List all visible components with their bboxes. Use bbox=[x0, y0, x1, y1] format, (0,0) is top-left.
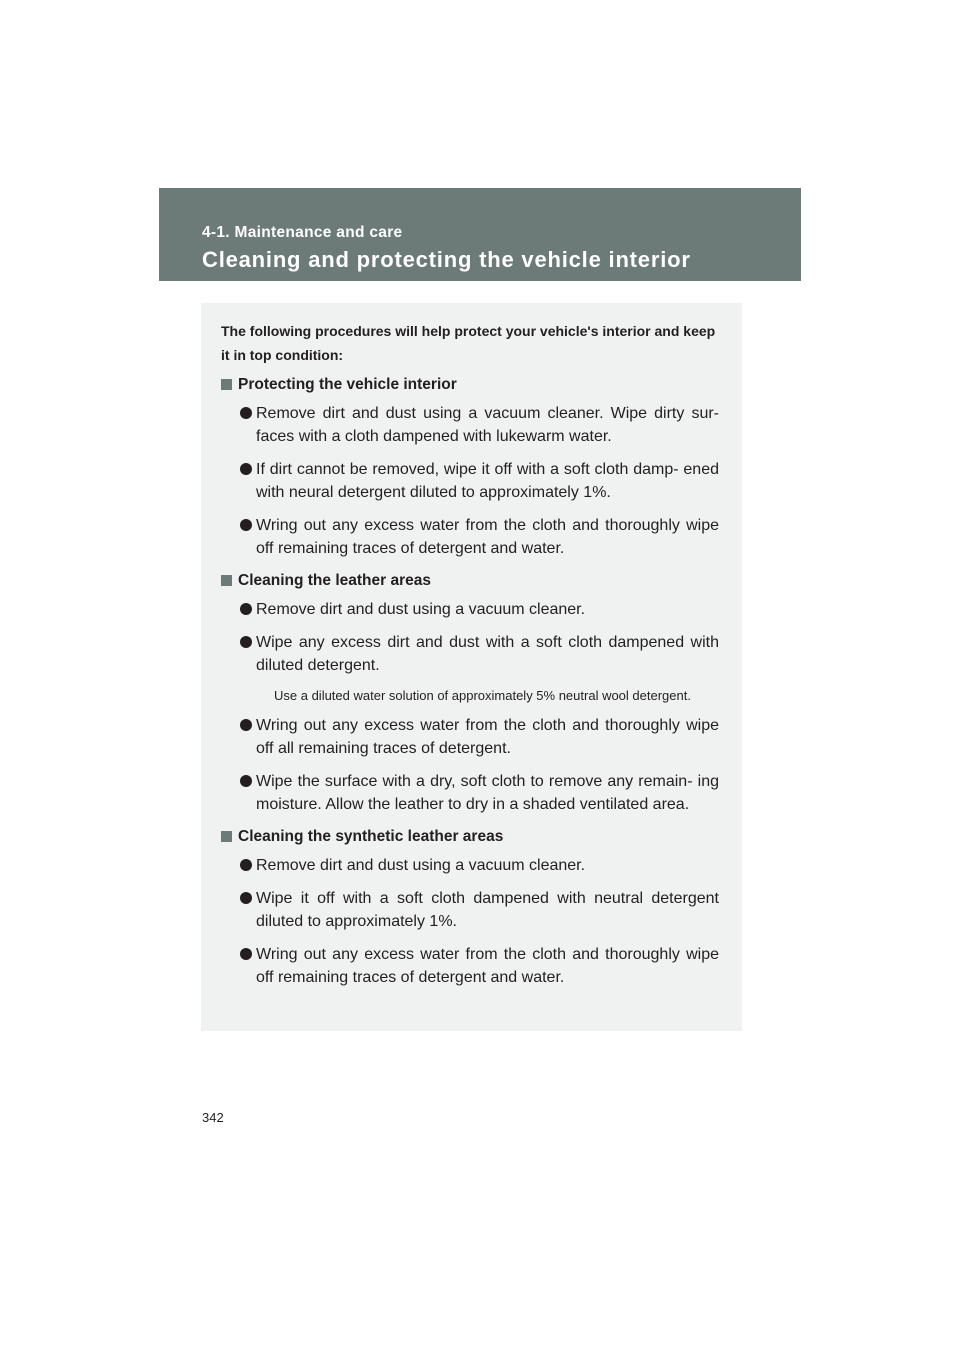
list-item bbox=[221, 458, 719, 504]
list-item-text: Remove dirt and dust using a vacuum cleaner. bbox=[256, 857, 586, 874]
list-item bbox=[221, 887, 719, 933]
list-item-text: Remove dirt and dust using a vacuum cleaner. bbox=[256, 601, 586, 618]
bullet-dot-icon bbox=[240, 892, 252, 904]
section-heading-text: Protecting the vehicle interior bbox=[238, 376, 457, 393]
content-body bbox=[221, 319, 719, 999]
bullet-dot-icon bbox=[240, 463, 252, 475]
bullet-dot-icon bbox=[240, 859, 252, 871]
list-item-text: Wipe it off with a soft cloth dampened with neutral detergent diluted to approximately 1%. bbox=[256, 890, 719, 930]
list-item-text: Wring out any excess water from the cloth and thoroughly wipe off remaining traces of detergent and water. bbox=[256, 946, 719, 986]
list-item-text: Wring out any excess water from the cloth and thoroughly wipe off remaining traces of detergent and water. bbox=[256, 517, 719, 557]
bullet-dot-icon bbox=[240, 719, 252, 731]
square-bullet-icon bbox=[221, 575, 232, 586]
section-label: 4-1. Maintenance and care bbox=[202, 224, 403, 241]
section-heading-text: Cleaning the synthetic leather areas bbox=[238, 828, 504, 845]
list-item bbox=[221, 631, 719, 677]
square-bullet-icon bbox=[221, 831, 232, 842]
list-item bbox=[221, 598, 719, 621]
section-heading-protecting bbox=[221, 374, 719, 396]
intro-text: The following procedures will help protect your vehicle's interior and keep it in top condition: bbox=[221, 323, 716, 363]
list-item bbox=[221, 943, 719, 989]
bullet-dot-icon bbox=[240, 407, 252, 419]
page-title: Cleaning and protecting the vehicle interior bbox=[202, 247, 691, 272]
bullet-dot-icon bbox=[240, 519, 252, 531]
bullet-dot-icon bbox=[240, 603, 252, 615]
list-item-text: Wring out any excess water from the cloth and thoroughly wipe off all remaining traces of detergent. bbox=[256, 717, 719, 757]
list-item bbox=[221, 402, 719, 448]
bullet-dot-icon bbox=[240, 636, 252, 648]
list-item-text: Wipe the surface with a dry, soft cloth to remove any remain- ing moisture. Allow the leather to dry in a shaded ventilated area. bbox=[256, 773, 719, 813]
content-panel bbox=[201, 303, 742, 1031]
list-item bbox=[221, 514, 719, 560]
list-item bbox=[221, 770, 719, 816]
page-number: 342 bbox=[202, 1110, 224, 1125]
note-text: Use a diluted water solution of approximately 5% neutral wool detergent. bbox=[274, 688, 691, 703]
list-item-text: If dirt cannot be removed, wipe it off with a soft cloth damp- ened with neural detergent diluted to approximately 1%. bbox=[256, 461, 719, 501]
section-heading-synthetic bbox=[221, 826, 719, 848]
square-bullet-icon bbox=[221, 379, 232, 390]
list-item-text: Wipe any excess dirt and dust with a soft cloth dampened with diluted detergent. bbox=[256, 634, 719, 674]
page-header bbox=[159, 188, 801, 281]
bullet-dot-icon bbox=[240, 948, 252, 960]
list-item bbox=[221, 854, 719, 877]
section-heading-leather bbox=[221, 570, 719, 592]
section-heading-text: Cleaning the leather areas bbox=[238, 572, 431, 589]
list-item-text: Remove dirt and dust using a vacuum cleaner. Wipe dirty sur- faces with a cloth dampened with lukewarm water. bbox=[256, 405, 719, 445]
bullet-dot-icon bbox=[240, 775, 252, 787]
list-item bbox=[221, 714, 719, 760]
